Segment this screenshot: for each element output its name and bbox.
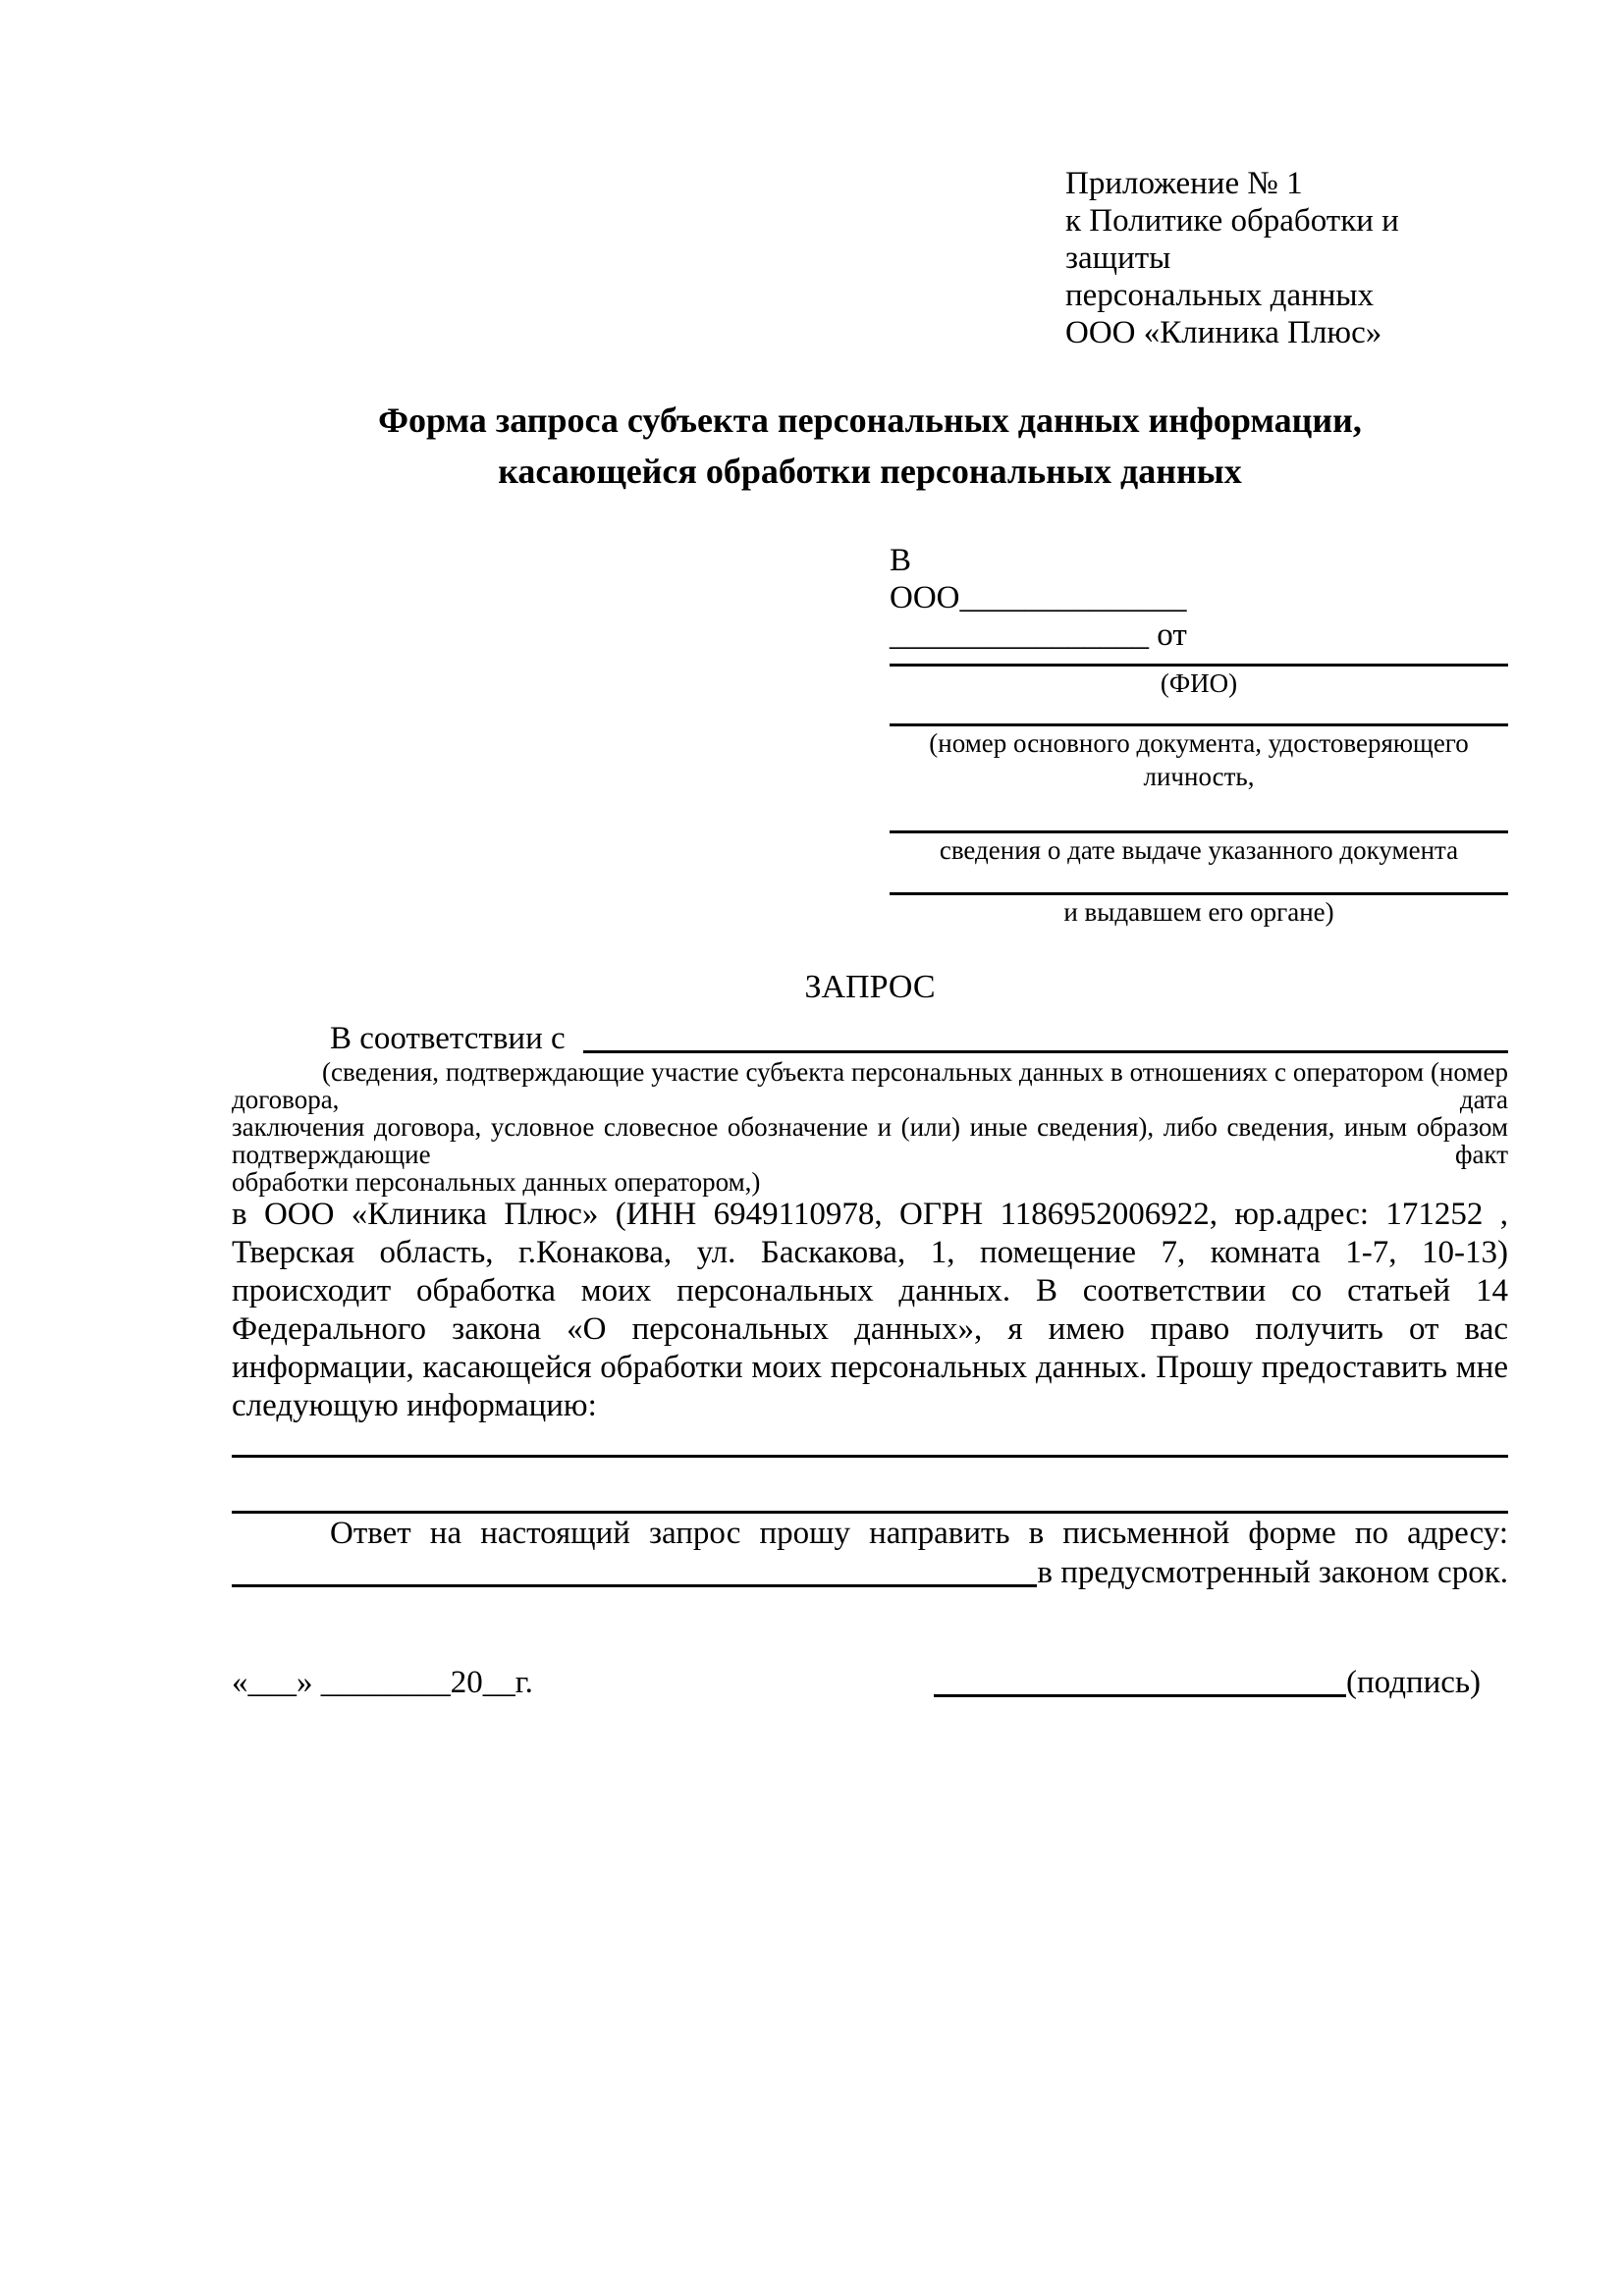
lead-blank-line[interactable]	[583, 1050, 1508, 1053]
reply-instruction-tail: в предусмотренный законом срок.	[1037, 1555, 1508, 1590]
reply-address-blank-line[interactable]	[232, 1584, 1037, 1587]
addressee-to-prefix: В	[890, 543, 912, 578]
fine-print-line: обработки персональных данных оператором,)	[232, 1167, 761, 1197]
addressee-block	[890, 542, 1508, 929]
org-name-blank-line[interactable]: ООО______________	[890, 580, 1187, 615]
from-suffix: от	[1149, 617, 1187, 653]
lead-label: В соответствии с	[330, 1021, 573, 1056]
appendix-line: персональных данных	[1065, 278, 1375, 313]
fine-print-line: (сведения, подтверждающие участие субъекта персональных данных в отношениях с оператором (номер договора, дата	[232, 1057, 1508, 1114]
appendix-block	[1065, 165, 1508, 351]
page-title	[232, 395, 1508, 497]
body-paragraph	[232, 1196, 1508, 1425]
appendix-line: к Политике обработки и защиты	[1065, 203, 1399, 276]
document-issuer-caption: и выдавшем его органе)	[1063, 897, 1334, 927]
body-line: информации, касающейся обработки моих персональных данных. Прошу предоставить мне	[232, 1350, 1508, 1385]
signature-blank-line[interactable]	[934, 1694, 1346, 1697]
fine-print-line: заключения договора, условное словесное обозначение и (или) иные сведения), либо сведения, иным образом подтверждающие факт	[232, 1112, 1508, 1169]
signature-group	[934, 1663, 1481, 1702]
reply-address-row	[232, 1553, 1508, 1592]
page-title-line-2: касающейся обработки персональных данных	[498, 452, 1242, 491]
body-line: следующую информацию:	[232, 1388, 597, 1423]
footer-row	[232, 1663, 1508, 1702]
request-heading: ЗАПРОС	[804, 969, 936, 1005]
appendix-line: ООО «Клиника Плюс»	[1065, 315, 1382, 350]
date-blank[interactable]: «___» ________20__г.	[232, 1665, 533, 1700]
document-issue-date-caption: сведения о дате выдаче указанного документа	[939, 835, 1459, 865]
lead-row	[232, 1019, 1508, 1058]
from-blank[interactable]: ________________	[890, 617, 1149, 653]
page-title-line-1: Форма запроса субъекта персональных данных информации,	[378, 400, 1362, 440]
from-line	[890, 616, 1508, 654]
fine-print-block	[232, 1058, 1508, 1196]
information-blank-line-1[interactable]	[232, 1455, 1508, 1458]
signature-caption: (подпись)	[1346, 1665, 1481, 1700]
document-number-caption: (номер основного документа, удостоверяющего личность,	[929, 728, 1469, 791]
body-line: Тверская область, г.Конакова, ул. Баскакова, 1, помещение 7, комната 1-7, 10-13)	[232, 1235, 1508, 1270]
body-line: Федерального закона «О персональных данных», я имею право получить от вас	[232, 1311, 1508, 1347]
fio-caption: (ФИО)	[1160, 668, 1238, 698]
appendix-line: Приложение № 1	[1065, 166, 1303, 201]
reply-instruction-line: Ответ на настоящий запрос прошу направить в письменной форме по адресу:	[330, 1516, 1508, 1551]
body-line: происходит обработка моих персональных данных. В соответствии со статьей 14	[232, 1273, 1508, 1308]
body-line: в ООО «Клиника Плюс» (ИНН 6949110978, ОГРН 1186952006922, юр.адрес: 171252 ,	[232, 1197, 1508, 1232]
